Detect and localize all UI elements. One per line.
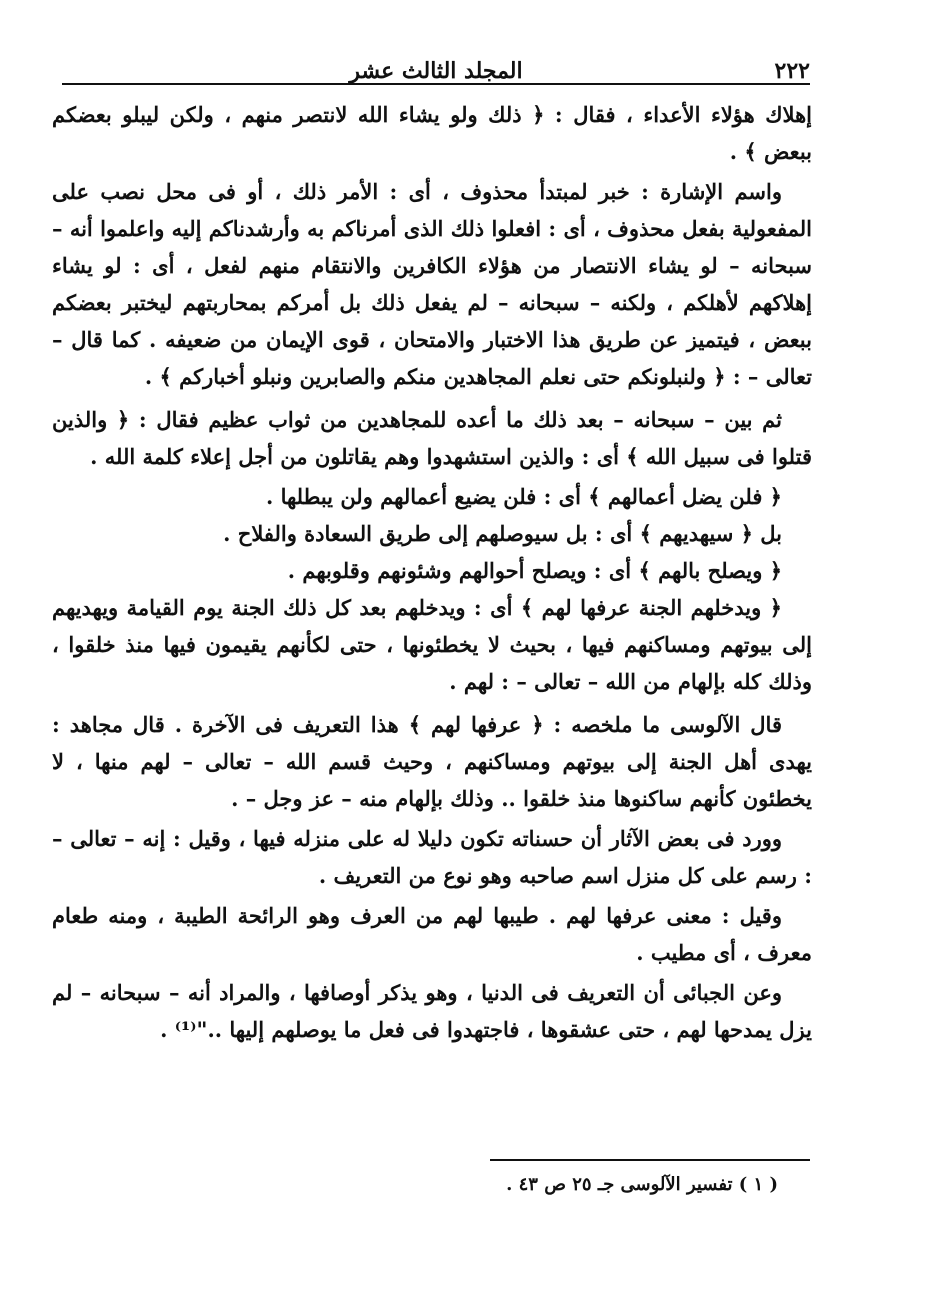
running-head: المجلد الثالث عشر <box>349 58 523 84</box>
paragraph-2: واسم الإشارة : خبر لمبتدأ محذوف ، أى : الأمر ذلك ، أو فى محل نصب على المفعولية بفعل محذوف ، أى : افعلوا ذلك الذى أمرناكم به وأرشدناكم إليه واعلموا أنه – سبحانه – لو يشاء الانتصار من هؤلاء الكافرين والانتقام منهم لفعل ، أى : لو يشاء إهلاكهم لأهلكم ، ولكنه – سبحانه – لم يفعل ذلك بل أمركم بمحاربتهم ليختبر بعضكم ببعض ، فيتميز عن طريق هذا الاختبار والامتحان ، قوى الإيمان من ضعيفه . كما قال – تعالى – : ﴿ ولنبلونكم حتى نعلم المجاهدين منكم والصابرين ونبلو أخباركم ﴾ . <box>52 179 812 389</box>
paragraph-5: قال الآلوسى ما ملخصه : ﴿ عرفها لهم ﴾ هذا التعريف فى الآخرة . قال مجاهد : يهدى أهل الجنة إلى بيوتهم ومساكنهم ، وحيث قسم الله – تعالى – لهم منها ، لا يخطئون كأنهم ساكنوها منذ خلقوا .. وذلك بإلهام منه – عز وجل – . <box>52 712 812 811</box>
verse-line-3: ﴿ ويصلح بالهم ﴾ أى : ويصلح أحوالهم وشئونهم وقلوبهم . <box>287 558 782 583</box>
verse-line-1: ﴿ فلن يضل أعمالهم ﴾ أى : فلن يضيع أعمالهم ولن يبطلها . <box>265 484 782 509</box>
verse-line-2: بل ﴿ سيهديهم ﴾ أى : بل سيوصلهم إلى طريق السعادة والفلاح . <box>223 521 782 546</box>
page-number: ٢٢٢ <box>774 58 810 84</box>
paragraph-1: إهلاك هؤلاء الأعداء ، فقال : ﴿ ذلك ولو يشاء الله لانتصر منهم ، ولكن ليبلو بعضكم ببعض ﴾ . <box>52 102 812 164</box>
footnote-rule <box>490 1159 810 1161</box>
header-rule <box>62 83 810 85</box>
paragraph-4: ﴿ ويدخلهم الجنة عرفها لهم ﴾ أى : ويدخلهم بعد كل ذلك الجنة يوم القيامة ويهديهم إلى بيوتهم ومساكنهم فيها ، بحيث لا يخطئونها ، حتى لكأنهم يقيمون فيها منذ خلقوا ، وذلك كله بإلهام من الله – تعالى – : لهم . <box>52 595 812 694</box>
paragraph-3: ثم بين – سبحانه – بعد ذلك ما أعده للمجاهدين من ثواب عظيم فقال : ﴿ والذين قتلوا فى سبيل الله ﴾ أى : والذين استشهدوا وهم يقاتلون من أجل إعلاء كلمة الله . <box>52 407 812 469</box>
paragraph-7: وقيل : معنى عرفها لهم . طيبها لهم من العرف وهو الرائحة الطيبة ، ومنه طعام معرف ، أى مطيب . <box>52 903 812 965</box>
paragraph-8: وعن الجبائى أن التعريف فى الدنيا ، وهو يذكر أوصافها ، والمراد أنه – سبحانه – لم يزل يمدحها لهم ، حتى عشقوها ، فاجتهدوا فى فعل ما يوصلهم إليها .."⁽¹⁾ . <box>52 980 812 1042</box>
page-body <box>52 96 812 1051</box>
page-header <box>62 50 810 84</box>
footnote: ( ١ ) تفسير الآلوسى جـ ٢٥ ص ٤٣ . <box>506 1174 778 1195</box>
paragraph-6: وورد فى بعض الآثار أن حسناته تكون دليلا له على منزله فيها ، وقيل : إنه – تعالى – : رسم على كل منزل اسم صاحبه وهو نوع من التعريف . <box>52 826 812 888</box>
